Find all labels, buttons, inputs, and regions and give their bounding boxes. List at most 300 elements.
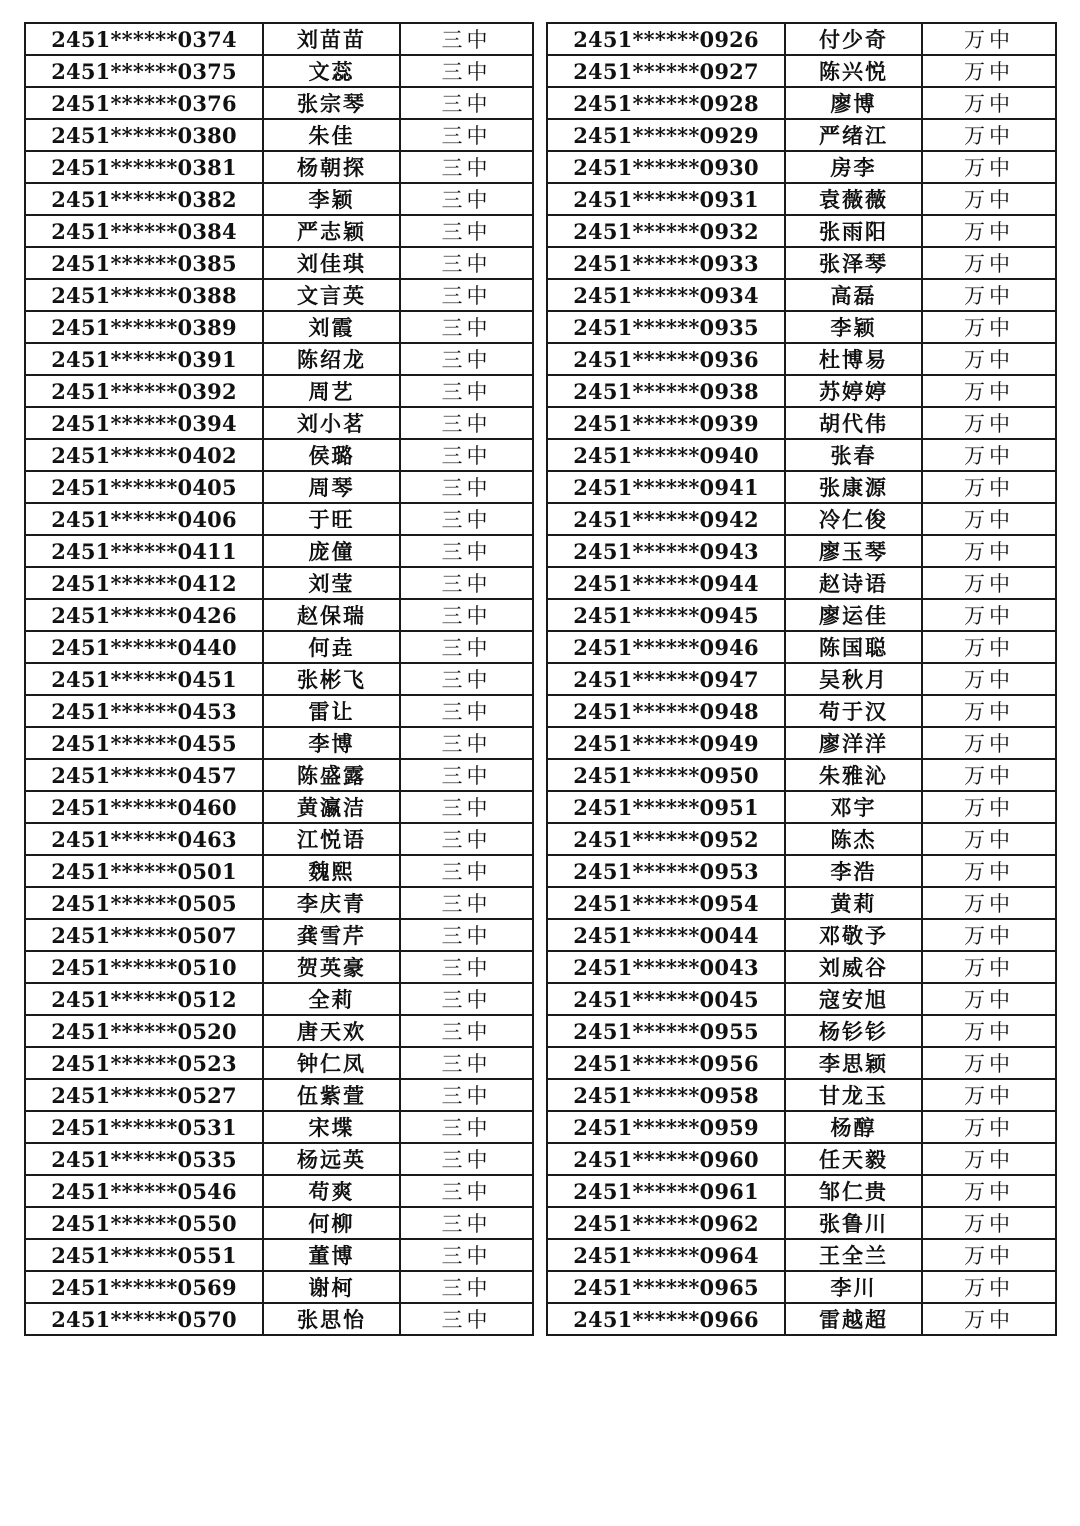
table-row [547,1015,1056,1047]
student-name-cell: 张鲁川 [785,1207,922,1239]
student-name-cell: 伍紫萱 [263,1079,400,1111]
student-name-cell: 张康源 [785,471,922,503]
student-name-cell: 高磊 [785,279,922,311]
school-cell: 万中 [922,1047,1056,1079]
student-name-cell: 周艺 [263,375,400,407]
table-row [547,919,1056,951]
school-cell: 三中 [400,471,533,503]
table-row [547,1207,1056,1239]
student-name-cell: 李川 [785,1271,922,1303]
school-cell: 三中 [400,23,533,55]
school-cell: 万中 [922,1239,1056,1271]
student-id-cell: 2451******0958 [547,1079,785,1111]
table-row [547,567,1056,599]
student-id-cell: 2451******0406 [25,503,263,535]
school-cell: 万中 [922,23,1056,55]
table-row [25,311,533,343]
student-id-cell: 2451******0951 [547,791,785,823]
student-name-cell: 胡代伟 [785,407,922,439]
student-name-cell: 寇安旭 [785,983,922,1015]
left-roster-body [25,23,533,1335]
table-row [547,407,1056,439]
table-row [547,823,1056,855]
student-id-cell: 2451******0953 [547,855,785,887]
school-cell: 三中 [400,1303,533,1335]
student-name-cell: 钟仁凤 [263,1047,400,1079]
student-name-cell: 邓宇 [785,791,922,823]
table-row [547,1079,1056,1111]
student-name-cell: 陈杰 [785,823,922,855]
table-row [25,983,533,1015]
student-id-cell: 2451******0376 [25,87,263,119]
student-name-cell: 刘小茗 [263,407,400,439]
table-row [547,87,1056,119]
student-name-cell: 廖玉琴 [785,535,922,567]
table-row [25,55,533,87]
student-name-cell: 吴秋月 [785,663,922,695]
school-cell: 万中 [922,183,1056,215]
table-row [25,1079,533,1111]
school-cell: 三中 [400,951,533,983]
student-id-cell: 2451******0374 [25,23,263,55]
student-name-cell: 李思颖 [785,1047,922,1079]
school-cell: 万中 [922,1271,1056,1303]
student-id-cell: 2451******0523 [25,1047,263,1079]
student-name-cell: 李庆青 [263,887,400,919]
student-name-cell: 李博 [263,727,400,759]
student-name-cell: 杨远英 [263,1143,400,1175]
student-name-cell: 朱雅沁 [785,759,922,791]
table-row [25,599,533,631]
student-name-cell: 张泽琴 [785,247,922,279]
student-name-cell: 文蕊 [263,55,400,87]
student-name-cell: 陈绍龙 [263,343,400,375]
school-cell: 万中 [922,279,1056,311]
school-cell: 万中 [922,887,1056,919]
student-name-cell: 刘威谷 [785,951,922,983]
student-name-cell: 周琴 [263,471,400,503]
student-id-cell: 2451******0455 [25,727,263,759]
student-id-cell: 2451******0550 [25,1207,263,1239]
student-id-cell: 2451******0947 [547,663,785,695]
student-id-cell: 2451******0510 [25,951,263,983]
student-id-cell: 2451******0451 [25,663,263,695]
table-row [25,919,533,951]
student-id-cell: 2451******0945 [547,599,785,631]
school-cell: 三中 [400,631,533,663]
student-name-cell: 邓敬予 [785,919,922,951]
student-name-cell: 严志颖 [263,215,400,247]
student-id-cell: 2451******0460 [25,791,263,823]
table-row [25,151,533,183]
student-name-cell: 付少奇 [785,23,922,55]
student-id-cell: 2451******0936 [547,343,785,375]
table-row [547,1303,1056,1335]
right-roster-body [547,23,1056,1335]
student-id-cell: 2451******0402 [25,439,263,471]
school-cell: 万中 [922,215,1056,247]
school-cell: 三中 [400,279,533,311]
student-id-cell: 2451******0952 [547,823,785,855]
student-name-cell: 黄莉 [785,887,922,919]
table-row [25,1047,533,1079]
student-id-cell: 2451******0391 [25,343,263,375]
student-name-cell: 廖博 [785,87,922,119]
student-name-cell: 冷仁俊 [785,503,922,535]
school-cell: 三中 [400,215,533,247]
table-row [547,983,1056,1015]
school-cell: 三中 [400,1079,533,1111]
table-row [25,247,533,279]
student-id-cell: 2451******0411 [25,535,263,567]
school-cell: 万中 [922,1175,1056,1207]
student-id-cell: 2451******0463 [25,823,263,855]
student-name-cell: 何垚 [263,631,400,663]
table-row [547,375,1056,407]
student-id-cell: 2451******0931 [547,183,785,215]
table-row [547,663,1056,695]
student-name-cell: 王全兰 [785,1239,922,1271]
student-name-cell: 杨醇 [785,1111,922,1143]
school-cell: 万中 [922,439,1056,471]
student-id-cell: 2451******0959 [547,1111,785,1143]
school-cell: 万中 [922,119,1056,151]
table-row [25,567,533,599]
student-id-cell: 2451******0507 [25,919,263,951]
school-cell: 三中 [400,983,533,1015]
table-row [25,87,533,119]
student-id-cell: 2451******0546 [25,1175,263,1207]
student-id-cell: 2451******0569 [25,1271,263,1303]
student-id-cell: 2451******0440 [25,631,263,663]
school-cell: 万中 [922,1015,1056,1047]
student-id-cell: 2451******0043 [547,951,785,983]
table-row [547,1175,1056,1207]
table-row [547,503,1056,535]
school-cell: 三中 [400,119,533,151]
school-cell: 三中 [400,1207,533,1239]
table-row [547,1111,1056,1143]
school-cell: 三中 [400,1047,533,1079]
table-row [25,1207,533,1239]
school-cell: 万中 [922,311,1056,343]
school-cell: 三中 [400,439,533,471]
student-name-cell: 朱佳 [263,119,400,151]
student-name-cell: 唐天欢 [263,1015,400,1047]
school-cell: 万中 [922,1207,1056,1239]
student-name-cell: 刘苗苗 [263,23,400,55]
student-name-cell: 宋堞 [263,1111,400,1143]
school-cell: 三中 [400,183,533,215]
student-name-cell: 江悦语 [263,823,400,855]
school-cell: 三中 [400,1239,533,1271]
school-cell: 三中 [400,919,533,951]
school-cell: 三中 [400,1111,533,1143]
student-id-cell: 2451******0950 [547,759,785,791]
right-roster-table [546,22,1057,1336]
school-cell: 三中 [400,1271,533,1303]
table-row [547,1143,1056,1175]
student-name-cell: 严绪江 [785,119,922,151]
table-row [25,215,533,247]
table-row [25,439,533,471]
student-id-cell: 2451******0512 [25,983,263,1015]
table-row [25,1175,533,1207]
table-row [547,887,1056,919]
student-id-cell: 2451******0954 [547,887,785,919]
school-cell: 万中 [922,759,1056,791]
school-cell: 万中 [922,919,1056,951]
student-id-cell: 2451******0927 [547,55,785,87]
student-name-cell: 文言英 [263,279,400,311]
school-cell: 万中 [922,599,1056,631]
table-row [547,183,1056,215]
table-row [547,535,1056,567]
school-cell: 万中 [922,791,1056,823]
student-id-cell: 2451******0929 [547,119,785,151]
student-id-cell: 2451******0941 [547,471,785,503]
school-cell: 万中 [922,631,1056,663]
student-name-cell: 苟爽 [263,1175,400,1207]
student-name-cell: 李颖 [785,311,922,343]
school-cell: 三中 [400,567,533,599]
table-row [25,535,533,567]
student-name-cell: 廖运佳 [785,599,922,631]
student-name-cell: 杨朝探 [263,151,400,183]
student-id-cell: 2451******0939 [547,407,785,439]
school-cell: 三中 [400,1015,533,1047]
student-name-cell: 邹仁贵 [785,1175,922,1207]
table-row [547,279,1056,311]
table-row [547,631,1056,663]
table-row [25,471,533,503]
school-cell: 万中 [922,823,1056,855]
table-row [547,695,1056,727]
table-row [25,695,533,727]
left-roster-table [24,22,534,1336]
student-name-cell: 张思怡 [263,1303,400,1335]
student-name-cell: 李颖 [263,183,400,215]
student-name-cell: 陈国聪 [785,631,922,663]
student-id-cell: 2451******0948 [547,695,785,727]
student-name-cell: 龚雪芹 [263,919,400,951]
student-id-cell: 2451******0045 [547,983,785,1015]
student-id-cell: 2451******0949 [547,727,785,759]
school-cell: 万中 [922,1143,1056,1175]
school-cell: 万中 [922,535,1056,567]
student-id-cell: 2451******0940 [547,439,785,471]
student-name-cell: 赵诗语 [785,567,922,599]
table-row [547,247,1056,279]
school-cell: 三中 [400,503,533,535]
table-row [25,375,533,407]
student-id-cell: 2451******0961 [547,1175,785,1207]
school-cell: 三中 [400,247,533,279]
student-id-cell: 2451******0457 [25,759,263,791]
school-cell: 三中 [400,823,533,855]
school-cell: 三中 [400,727,533,759]
table-row [25,1111,533,1143]
student-id-cell: 2451******0380 [25,119,263,151]
student-name-cell: 刘霞 [263,311,400,343]
school-cell: 万中 [922,951,1056,983]
student-name-cell: 廖洋洋 [785,727,922,759]
school-cell: 三中 [400,791,533,823]
student-name-cell: 雷让 [263,695,400,727]
school-cell: 三中 [400,311,533,343]
student-name-cell: 庞僮 [263,535,400,567]
table-row [25,23,533,55]
table-row [547,759,1056,791]
table-row [547,1239,1056,1271]
student-id-cell: 2451******0384 [25,215,263,247]
school-cell: 万中 [922,151,1056,183]
student-id-cell: 2451******0535 [25,1143,263,1175]
school-cell: 万中 [922,503,1056,535]
student-id-cell: 2451******0943 [547,535,785,567]
table-row [25,407,533,439]
student-name-cell: 苏婷婷 [785,375,922,407]
student-name-cell: 何柳 [263,1207,400,1239]
student-id-cell: 2451******0570 [25,1303,263,1335]
student-id-cell: 2451******0382 [25,183,263,215]
student-id-cell: 2451******0381 [25,151,263,183]
school-cell: 万中 [922,247,1056,279]
table-row [25,183,533,215]
table-row [547,855,1056,887]
student-name-cell: 谢柯 [263,1271,400,1303]
table-row [547,55,1056,87]
school-cell: 万中 [922,55,1056,87]
school-cell: 万中 [922,727,1056,759]
student-id-cell: 2451******0960 [547,1143,785,1175]
school-cell: 万中 [922,567,1056,599]
student-name-cell: 雷越超 [785,1303,922,1335]
school-cell: 三中 [400,599,533,631]
table-row [25,823,533,855]
student-name-cell: 董博 [263,1239,400,1271]
table-row [25,951,533,983]
student-name-cell: 刘佳琪 [263,247,400,279]
student-id-cell: 2451******0932 [547,215,785,247]
student-id-cell: 2451******0964 [547,1239,785,1271]
student-id-cell: 2451******0375 [25,55,263,87]
table-row [25,887,533,919]
student-id-cell: 2451******0928 [547,87,785,119]
table-row [547,119,1056,151]
student-name-cell: 张春 [785,439,922,471]
school-cell: 三中 [400,55,533,87]
student-id-cell: 2451******0385 [25,247,263,279]
student-id-cell: 2451******0551 [25,1239,263,1271]
school-cell: 三中 [400,343,533,375]
student-name-cell: 张彬飞 [263,663,400,695]
school-cell: 万中 [922,1303,1056,1335]
school-cell: 三中 [400,663,533,695]
student-name-cell: 贺英豪 [263,951,400,983]
student-id-cell: 2451******0955 [547,1015,785,1047]
school-cell: 万中 [922,1111,1056,1143]
student-name-cell: 于旺 [263,503,400,535]
student-name-cell: 张宗琴 [263,87,400,119]
table-row [547,791,1056,823]
student-name-cell: 黄瀛洁 [263,791,400,823]
student-id-cell: 2451******0394 [25,407,263,439]
student-name-cell: 袁薇薇 [785,183,922,215]
table-row [547,471,1056,503]
student-name-cell: 魏熙 [263,855,400,887]
school-cell: 万中 [922,343,1056,375]
student-name-cell: 刘莹 [263,567,400,599]
student-id-cell: 2451******0946 [547,631,785,663]
student-id-cell: 2451******0392 [25,375,263,407]
student-id-cell: 2451******0934 [547,279,785,311]
table-row [547,23,1056,55]
student-name-cell: 陈盛露 [263,759,400,791]
student-id-cell: 2451******0405 [25,471,263,503]
school-cell: 万中 [922,375,1056,407]
student-name-cell: 李浩 [785,855,922,887]
student-name-cell: 侯璐 [263,439,400,471]
student-id-cell: 2451******0412 [25,567,263,599]
table-row [25,791,533,823]
student-id-cell: 2451******0944 [547,567,785,599]
table-row [25,1271,533,1303]
student-id-cell: 2451******0501 [25,855,263,887]
table-row [25,279,533,311]
student-name-cell: 房李 [785,151,922,183]
student-name-cell: 苟于汉 [785,695,922,727]
table-row [25,727,533,759]
student-id-cell: 2451******0388 [25,279,263,311]
table-row [547,343,1056,375]
school-cell: 万中 [922,407,1056,439]
student-name-cell: 杜博易 [785,343,922,375]
student-id-cell: 2451******0962 [547,1207,785,1239]
school-cell: 三中 [400,855,533,887]
student-id-cell: 2451******0527 [25,1079,263,1111]
table-row [25,663,533,695]
school-cell: 万中 [922,695,1056,727]
table-row [25,503,533,535]
school-cell: 万中 [922,1079,1056,1111]
student-id-cell: 2451******0453 [25,695,263,727]
table-row [25,1015,533,1047]
student-name-cell: 张雨阳 [785,215,922,247]
table-row [547,215,1056,247]
school-cell: 三中 [400,151,533,183]
school-cell: 三中 [400,407,533,439]
table-row [25,1143,533,1175]
school-cell: 三中 [400,87,533,119]
student-name-cell: 全莉 [263,983,400,1015]
table-row [547,951,1056,983]
school-cell: 三中 [400,1143,533,1175]
student-id-cell: 2451******0966 [547,1303,785,1335]
school-cell: 三中 [400,375,533,407]
school-cell: 三中 [400,1175,533,1207]
school-cell: 万中 [922,87,1056,119]
table-row [547,1047,1056,1079]
school-cell: 三中 [400,887,533,919]
school-cell: 三中 [400,759,533,791]
school-cell: 三中 [400,535,533,567]
table-row [547,727,1056,759]
school-cell: 万中 [922,471,1056,503]
table-row [547,439,1056,471]
student-id-cell: 2451******0935 [547,311,785,343]
student-id-cell: 2451******0520 [25,1015,263,1047]
